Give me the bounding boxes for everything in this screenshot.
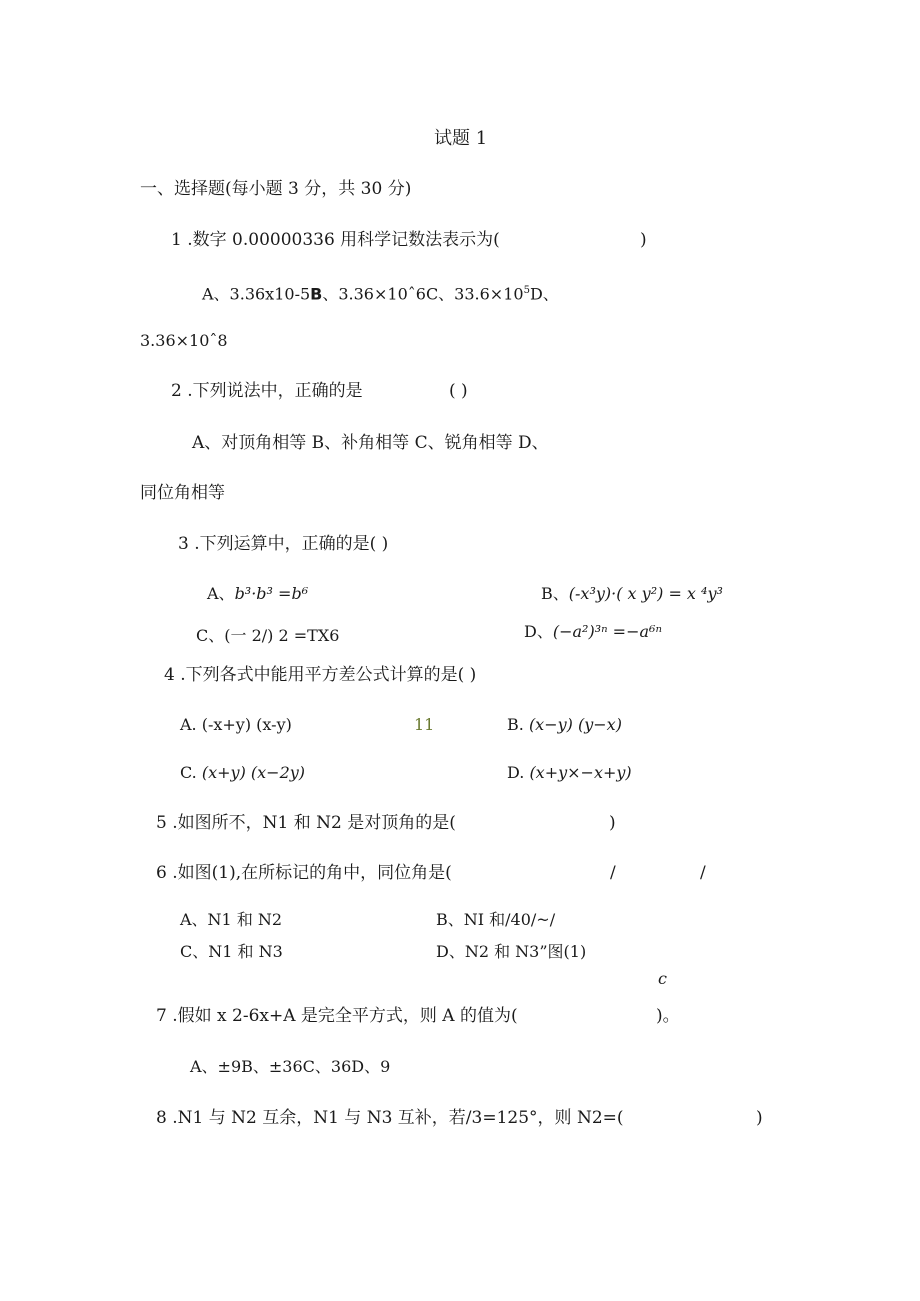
question-6-stem: 6 .如图(1),在所标记的角中，同位角是( xyxy=(156,863,452,883)
q3-option-d-expr: (−a²)³ⁿ =−a⁶ⁿ xyxy=(552,622,662,641)
question-4-stem: 4 .下列各式中能用平方差公式计算的是( ) xyxy=(164,665,477,685)
question-5-stem: 5 .如图所不，N1 和 N2 是对顶角的是( xyxy=(156,813,456,833)
question-4-option-a: A. (-x+y) (x-y) xyxy=(180,715,292,734)
question-2-options: A、对顶角相等 B、补角相等 C、锐角相等 D、 xyxy=(192,433,549,453)
q3-option-b-label: B、 xyxy=(541,584,569,603)
question-8-close-paren: ) xyxy=(756,1108,763,1128)
q1-option-b: 、3.36×10ˆ6 xyxy=(322,284,426,304)
q3-option-d-label: D、 xyxy=(524,622,553,641)
question-3-stem: 3 .下列运算中，正确的是( ) xyxy=(178,534,389,554)
q1-option-a: A、3.36x10-5 xyxy=(202,284,311,304)
question-4-option-b xyxy=(507,714,622,736)
question-8-stem: 8 .N1 与 N2 互余，N1 与 N3 互补，若/3=125°，则 N2=( xyxy=(156,1108,624,1128)
question-1-options xyxy=(202,280,559,305)
question-3-option-b xyxy=(541,583,723,605)
q3-option-a-expr: b³·b³ =b⁶ xyxy=(234,584,309,603)
q3-option-a-label: A、 xyxy=(207,584,235,603)
q1-option-c-sup: 5 xyxy=(523,285,530,296)
question-6-slash-1: / xyxy=(610,863,616,883)
question-7-stem: 7 .假如 x 2-6x+A 是完全平方式，则 A 的值为( xyxy=(156,1006,518,1026)
question-3-option-a xyxy=(207,583,308,605)
question-6-option-c: C、N1 和 N3 xyxy=(180,942,283,961)
section-heading: 一、选择题(每小题 3 分，共 30 分) xyxy=(140,179,412,199)
question-7-close-paren: )。 xyxy=(656,1006,680,1026)
question-6-figure-label: c xyxy=(658,969,667,988)
q4-option-d-label: D. xyxy=(507,763,525,782)
q1-option-c: C、33.6×10 xyxy=(425,284,524,304)
question-4-option-d xyxy=(507,762,632,784)
q4-option-b-label: B. xyxy=(507,715,524,734)
question-2-stem: 2 .下列说法中，正确的是 xyxy=(171,381,363,401)
q1-option-b-mark: B xyxy=(310,284,323,304)
page-title: 试题 1 xyxy=(434,128,488,149)
question-3-option-c: C、(一 2/) 2 =TX6 xyxy=(196,626,340,645)
question-4-option-c xyxy=(180,762,305,784)
question-1-stem: 1 .数字 0.00000336 用科学记数法表示为( xyxy=(171,230,500,250)
q3-option-b-expr: (-x³y)·( x y²) = x ⁴y³ xyxy=(568,584,723,603)
question-6-option-b: B、NI 和/40/~/ xyxy=(436,910,556,929)
question-6-slash-2: / xyxy=(700,863,706,883)
question-2-options-continued: 同位角相等 xyxy=(140,483,225,503)
question-6-option-a: A、N1 和 N2 xyxy=(180,910,283,929)
question-1-option-d-continued: 3.36×10ˆ8 xyxy=(140,331,228,350)
question-2-paren: ( ) xyxy=(449,381,468,401)
q4-option-c-label: C. xyxy=(180,763,197,782)
question-5-close-paren: ) xyxy=(609,813,616,833)
question-3-option-d xyxy=(524,621,662,643)
q4-option-c-expr: (x+y) (x−2y) xyxy=(201,763,306,782)
question-6-option-d: D、N2 和 N3”图(1) xyxy=(436,942,587,961)
question-7-options: A、±9B、±36C、36D、9 xyxy=(190,1057,391,1076)
q1-option-d: D、 xyxy=(529,284,559,304)
q4-option-b-expr: (x−y) (y−x) xyxy=(528,715,622,734)
question-1-close-paren: ) xyxy=(640,230,647,250)
question-4-margin-mark: 11 xyxy=(414,715,435,734)
q4-option-d-expr: (x+y×−x+y) xyxy=(529,763,632,782)
